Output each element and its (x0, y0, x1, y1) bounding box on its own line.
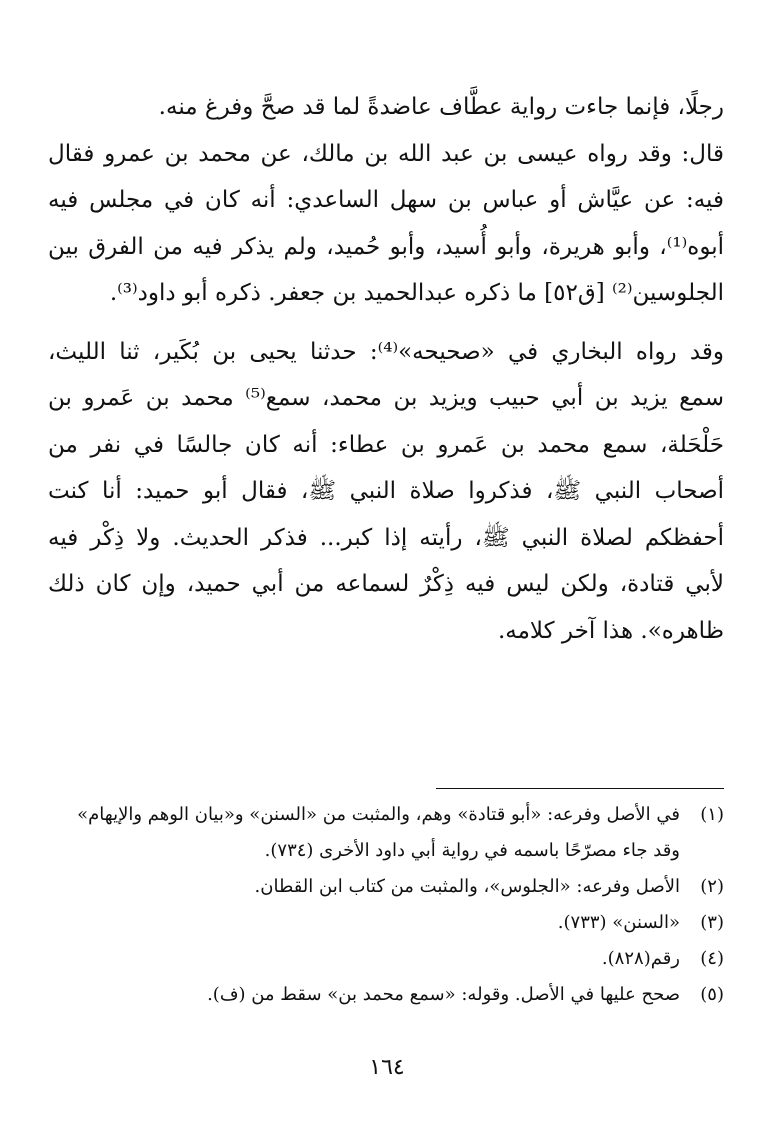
footnote-4 (40, 941, 724, 977)
footnote-1-continuation: وقد جاء مصرّحًا باسمه في رواية أبي داود الأخرى (٧٣٤). (264, 840, 680, 861)
footnote-number: (١) (700, 804, 724, 825)
footnote-2 (40, 869, 724, 905)
text-line: لأبي قتادة، ولكن ليس فيه ذِكْرٌ لسماعه من أبي حميد، وإن كان ذلك (48, 571, 724, 597)
footnote-1 (40, 797, 724, 833)
footnote-text: «السنن» (٧٣٣). (557, 912, 680, 933)
footnote-number: (٢) (700, 876, 724, 897)
text-line: أبوه⁽¹⁾، وأبو هريرة، وأبو أُسيد، وأبو حُميد، ولم يذكر فيه من الفرق بين (48, 233, 724, 260)
footnote-text: رقم(٨٢٨). (601, 948, 680, 969)
text-line: ظاهره». هذا آخر كلامه. (497, 617, 724, 644)
text-line: وقد رواه البخاري في «صحيحه»⁽⁴⁾: حدثنا يحيى بن بُكَير، ثنا الليث، (48, 338, 724, 365)
text-line: الجلوسين⁽²⁾ [ق٥٢] ما ذكره عبدالحميد بن جعفر. ذكره أبو داود⁽³⁾. (109, 280, 724, 306)
footnotes-block (40, 797, 724, 1013)
text-line: سمع يزيد بن أبي حبيب ويزيد بن محمد، سمع⁽⁵⁾ محمد بن عَمرو بن (48, 385, 724, 411)
footnote-divider (436, 788, 724, 789)
footnote-number: (٣) (700, 912, 724, 933)
page-number: ١٦٤ (369, 1055, 405, 1080)
text-line: فيه: عن عيَّاش أو عباس بن سهل الساعدي: أنه كان في مجلس فيه (48, 187, 724, 213)
footnote-text: الأصل وفرعه: «الجلوس»، والمثبت من كتاب ابن القطان. (254, 876, 680, 897)
footnote-5 (40, 977, 724, 1013)
text-line: أصحاب النبي ﷺ، فذكروا صلاة النبي ﷺ، فقال أبو حميد: أنا كنت (48, 478, 724, 504)
footnote-3 (40, 905, 724, 941)
text-line: حَلْحَلة، سمع محمد بن عَمرو بن عطاء: أنه كان جالسًا في نفر من (48, 431, 724, 458)
footnote-text: في الأصل وفرعه: «أبو قتادة» وهم، والمثبت من «السنن» و«بيان الوهم والإيهام» (77, 804, 680, 825)
footnote-number: (٥) (700, 984, 724, 1005)
footnote-text: صحح عليها في الأصل. وقوله: «سمع محمد بن» سقط من (ف). (207, 984, 680, 1005)
footnote-number: (٤) (700, 948, 724, 969)
main-text-block (48, 84, 724, 654)
text-line: قال: وقد رواه عيسى بن عبد الله بن مالك، عن محمد بن عمرو فقال (48, 140, 724, 167)
text-line: أحفظكم لصلاة النبي ﷺ، رأيته إذا كبر... فذكر الحديث. ولا ذِكْر فيه (48, 524, 724, 551)
text-line: رجلًا، فإنما جاءت رواية عطَّاف عاضدةً لما قد صحَّ وفرغ منه. (158, 94, 724, 120)
